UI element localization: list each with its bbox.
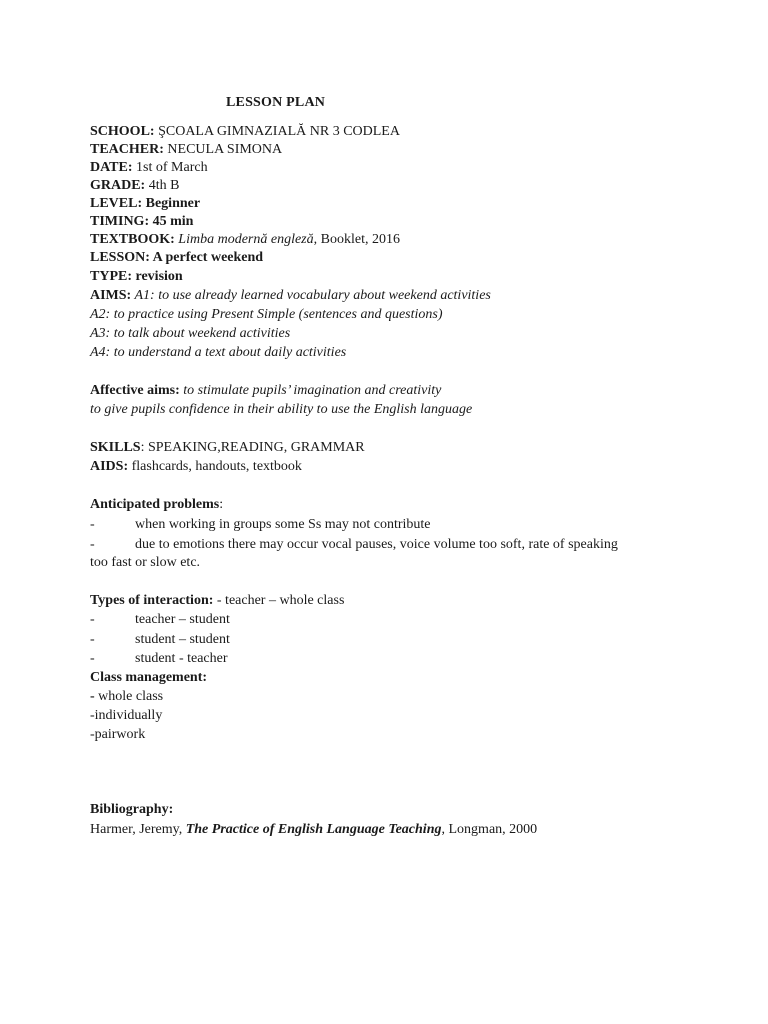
timing-value: 45 min — [149, 214, 194, 229]
aim-a4: A4: to understand a text about daily activities — [90, 345, 347, 360]
bibliography-author: Harmer, Jeremy, — [90, 822, 186, 837]
lesson-value: A perfect weekend — [149, 250, 264, 265]
anticipated-problems-heading — [90, 496, 223, 514]
type-label: TYPE: — [90, 269, 132, 284]
management-item-text: whole class — [98, 689, 164, 704]
list-dash: - — [90, 689, 99, 704]
problem-item — [90, 516, 431, 534]
textbook-line — [90, 231, 400, 249]
bibliography-book-title: The Practice of English Language Teaching — [185, 822, 442, 837]
affective-aims-label: Affective aims: — [90, 383, 180, 398]
aims-line — [90, 287, 491, 305]
timing-line — [90, 213, 193, 231]
type-value: revision — [132, 269, 183, 284]
bibliography-rest: , Longman, 2000 — [441, 822, 538, 837]
affective-aim-2: to give pupils confidence in their ability to use the English language — [90, 402, 473, 417]
problem-item — [90, 536, 618, 554]
anticipated-problems-colon: : — [219, 497, 224, 512]
grade-label: GRADE: — [90, 178, 146, 193]
lesson-label: LESSON: — [90, 250, 150, 265]
grade-value: 4th B — [145, 178, 180, 193]
teacher-value: NECULA SIMONA — [163, 142, 283, 157]
grade-line — [90, 177, 179, 195]
level-line — [90, 195, 200, 213]
timing-label: TIMING: — [90, 214, 150, 229]
aims-label: AIMS: — [90, 288, 132, 303]
teacher-label: TEACHER: — [90, 142, 164, 157]
problem-item-continued: too fast or slow etc. — [90, 555, 201, 570]
interaction-item-text: student - teacher — [135, 651, 228, 666]
problem-item-text: due to emotions there may occur vocal pauses, voice volume too soft, rate of speaking — [135, 537, 618, 552]
page-title: LESSON PLAN — [226, 95, 326, 110]
interaction-label: Types of interaction: — [90, 593, 214, 608]
aim-a3: A3: to talk about weekend activities — [90, 326, 291, 341]
date-line — [90, 159, 208, 177]
textbook-rest: , Booklet, 2016 — [313, 232, 400, 247]
school-label: SCHOOL: — [90, 124, 155, 139]
interaction-item — [90, 631, 230, 649]
management-item: -pairwork — [90, 727, 146, 742]
list-dash: - — [90, 517, 95, 532]
date-value: 1st of March — [132, 160, 208, 175]
interaction-item-text: student – student — [135, 632, 230, 647]
aids-value: flashcards, handouts, textbook — [128, 459, 302, 474]
affective-aims-line — [90, 382, 441, 400]
interaction-item-text: teacher – student — [135, 612, 230, 627]
level-value: Beginner — [142, 196, 201, 211]
date-label: DATE: — [90, 160, 133, 175]
aids-line — [90, 458, 302, 476]
teacher-line — [90, 141, 282, 159]
bibliography-entry — [90, 821, 537, 839]
class-management-label: Class management: — [90, 670, 208, 685]
textbook-title: Limba modernă engleză — [174, 232, 314, 247]
list-dash: - — [90, 651, 95, 666]
school-line — [90, 123, 400, 141]
interaction-first: - teacher – whole class — [213, 593, 345, 608]
lesson-line — [90, 249, 263, 267]
list-dash: - — [90, 612, 95, 627]
problem-item-text: when working in groups some Ss may not contribute — [135, 517, 431, 532]
affective-aim-1: to stimulate pupils’ imagination and creativity — [179, 383, 442, 398]
list-dash: - — [90, 537, 95, 552]
list-dash: - — [90, 632, 95, 647]
textbook-label: TEXTBOOK: — [90, 232, 175, 247]
management-item — [90, 688, 163, 706]
interaction-item — [90, 611, 230, 629]
interaction-item — [90, 650, 228, 668]
skills-line — [90, 439, 365, 457]
skills-label: SKILLS — [90, 440, 141, 455]
skills-value: : SPEAKING,READING, GRAMMAR — [140, 440, 365, 455]
aim-a2: A2: to practice using Present Simple (sentences and questions) — [90, 307, 443, 322]
type-line — [90, 268, 183, 286]
aids-label: AIDS: — [90, 459, 129, 474]
management-item: -individually — [90, 708, 163, 723]
interaction-line — [90, 592, 344, 610]
school-value: ŞCOALA GIMNAZIALĂ NR 3 CODLEA — [154, 124, 400, 139]
anticipated-problems-label: Anticipated problems — [90, 497, 220, 512]
bibliography-label: Bibliography: — [90, 802, 174, 817]
aim-a1: A1: to use already learned vocabulary about weekend activities — [131, 288, 491, 303]
level-label: LEVEL: — [90, 196, 143, 211]
